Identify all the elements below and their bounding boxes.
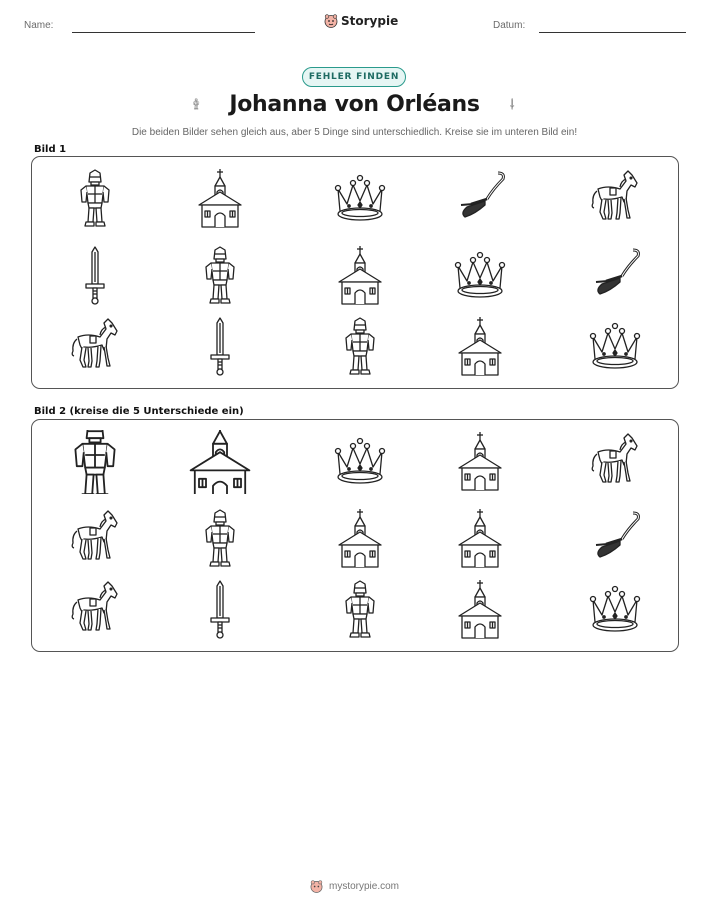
picture2-cell[interactable] bbox=[580, 578, 650, 642]
crown-icon bbox=[325, 430, 395, 494]
picture1-cell bbox=[445, 244, 515, 308]
knight-icon bbox=[60, 430, 130, 494]
picture2-cell[interactable] bbox=[185, 578, 255, 642]
church-icon bbox=[445, 507, 515, 571]
date-label: Datum: bbox=[493, 20, 526, 31]
picture1-cell bbox=[325, 167, 395, 231]
knight-icon bbox=[185, 244, 255, 308]
picture1-cell bbox=[60, 167, 130, 231]
crown-icon bbox=[580, 315, 650, 379]
picture2-panel[interactable] bbox=[31, 419, 679, 652]
picture1-cell bbox=[185, 315, 255, 379]
church-icon bbox=[445, 430, 515, 494]
footer-url[interactable]: mystorypie.com bbox=[328, 881, 399, 892]
plow-icon bbox=[580, 507, 650, 571]
picture2-label: Bild 2 (kreise die 5 Unterschiede ein) bbox=[34, 406, 244, 417]
knight-icon bbox=[325, 315, 395, 379]
picture1-cell bbox=[445, 167, 515, 231]
picture1-cell bbox=[445, 315, 515, 379]
horse-icon bbox=[60, 315, 130, 379]
sword-icon bbox=[185, 315, 255, 379]
name-line[interactable] bbox=[72, 32, 255, 33]
church-icon bbox=[185, 430, 255, 494]
name-label: Name: bbox=[24, 20, 54, 31]
picture1-panel bbox=[31, 156, 679, 389]
picture1-cell bbox=[60, 315, 130, 379]
knight-icon bbox=[185, 507, 255, 571]
picture2-cell[interactable] bbox=[185, 430, 255, 494]
horse-icon bbox=[60, 578, 130, 642]
picture2-cell[interactable] bbox=[60, 578, 130, 642]
horse-icon bbox=[580, 430, 650, 494]
crown-icon bbox=[445, 244, 515, 308]
picture1-cell bbox=[185, 244, 255, 308]
church-icon bbox=[445, 315, 515, 379]
picture2-cell[interactable] bbox=[445, 507, 515, 571]
picture2-cell[interactable] bbox=[60, 507, 130, 571]
picture2-cell[interactable] bbox=[185, 507, 255, 571]
storypie-mascot-icon bbox=[324, 14, 338, 28]
storypie-mascot-icon bbox=[310, 880, 323, 893]
picture1-cell bbox=[325, 244, 395, 308]
picture1-cell bbox=[580, 167, 650, 231]
picture2-cell[interactable] bbox=[445, 430, 515, 494]
page-title: Johanna von Orléans bbox=[229, 92, 480, 117]
picture1-cell bbox=[60, 244, 130, 308]
church-icon bbox=[325, 507, 395, 571]
plow-icon bbox=[580, 244, 650, 308]
picture2-cell[interactable] bbox=[580, 430, 650, 494]
crown-icon bbox=[580, 578, 650, 642]
picture2-cell[interactable] bbox=[580, 507, 650, 571]
picture1-cell bbox=[580, 315, 650, 379]
knight-icon bbox=[325, 578, 395, 642]
sword-icon bbox=[60, 244, 130, 308]
horse-icon bbox=[580, 167, 650, 231]
sword-icon bbox=[504, 92, 520, 118]
picture2-cell[interactable] bbox=[325, 578, 395, 642]
picture2-cell[interactable] bbox=[60, 430, 130, 494]
brand-name: Storypie bbox=[341, 14, 399, 28]
brand-logo bbox=[324, 14, 398, 28]
picture2-cell[interactable] bbox=[325, 507, 395, 571]
picture1-cell bbox=[185, 167, 255, 231]
picture1-label: Bild 1 bbox=[34, 144, 67, 155]
picture2-cell[interactable] bbox=[445, 578, 515, 642]
knight-icon bbox=[60, 167, 130, 231]
knight-icon bbox=[188, 92, 204, 118]
picture2-cell[interactable] bbox=[325, 430, 395, 494]
instructions: Die beiden Bilder sehen gleich aus, aber 5 Dinge sind unterschiedlich. Kreise sie im unteren Bild ein! bbox=[131, 127, 578, 138]
worksheet-type-badge: FEHLER FINDEN bbox=[302, 67, 406, 87]
plow-icon bbox=[445, 167, 515, 231]
sword-icon bbox=[185, 578, 255, 642]
crown-icon bbox=[325, 167, 395, 231]
date-line[interactable] bbox=[539, 32, 686, 33]
picture1-cell bbox=[325, 315, 395, 379]
church-icon bbox=[185, 167, 255, 231]
church-icon bbox=[445, 578, 515, 642]
picture1-cell bbox=[580, 244, 650, 308]
horse-icon bbox=[60, 507, 130, 571]
church-icon bbox=[325, 244, 395, 308]
footer bbox=[0, 880, 709, 893]
